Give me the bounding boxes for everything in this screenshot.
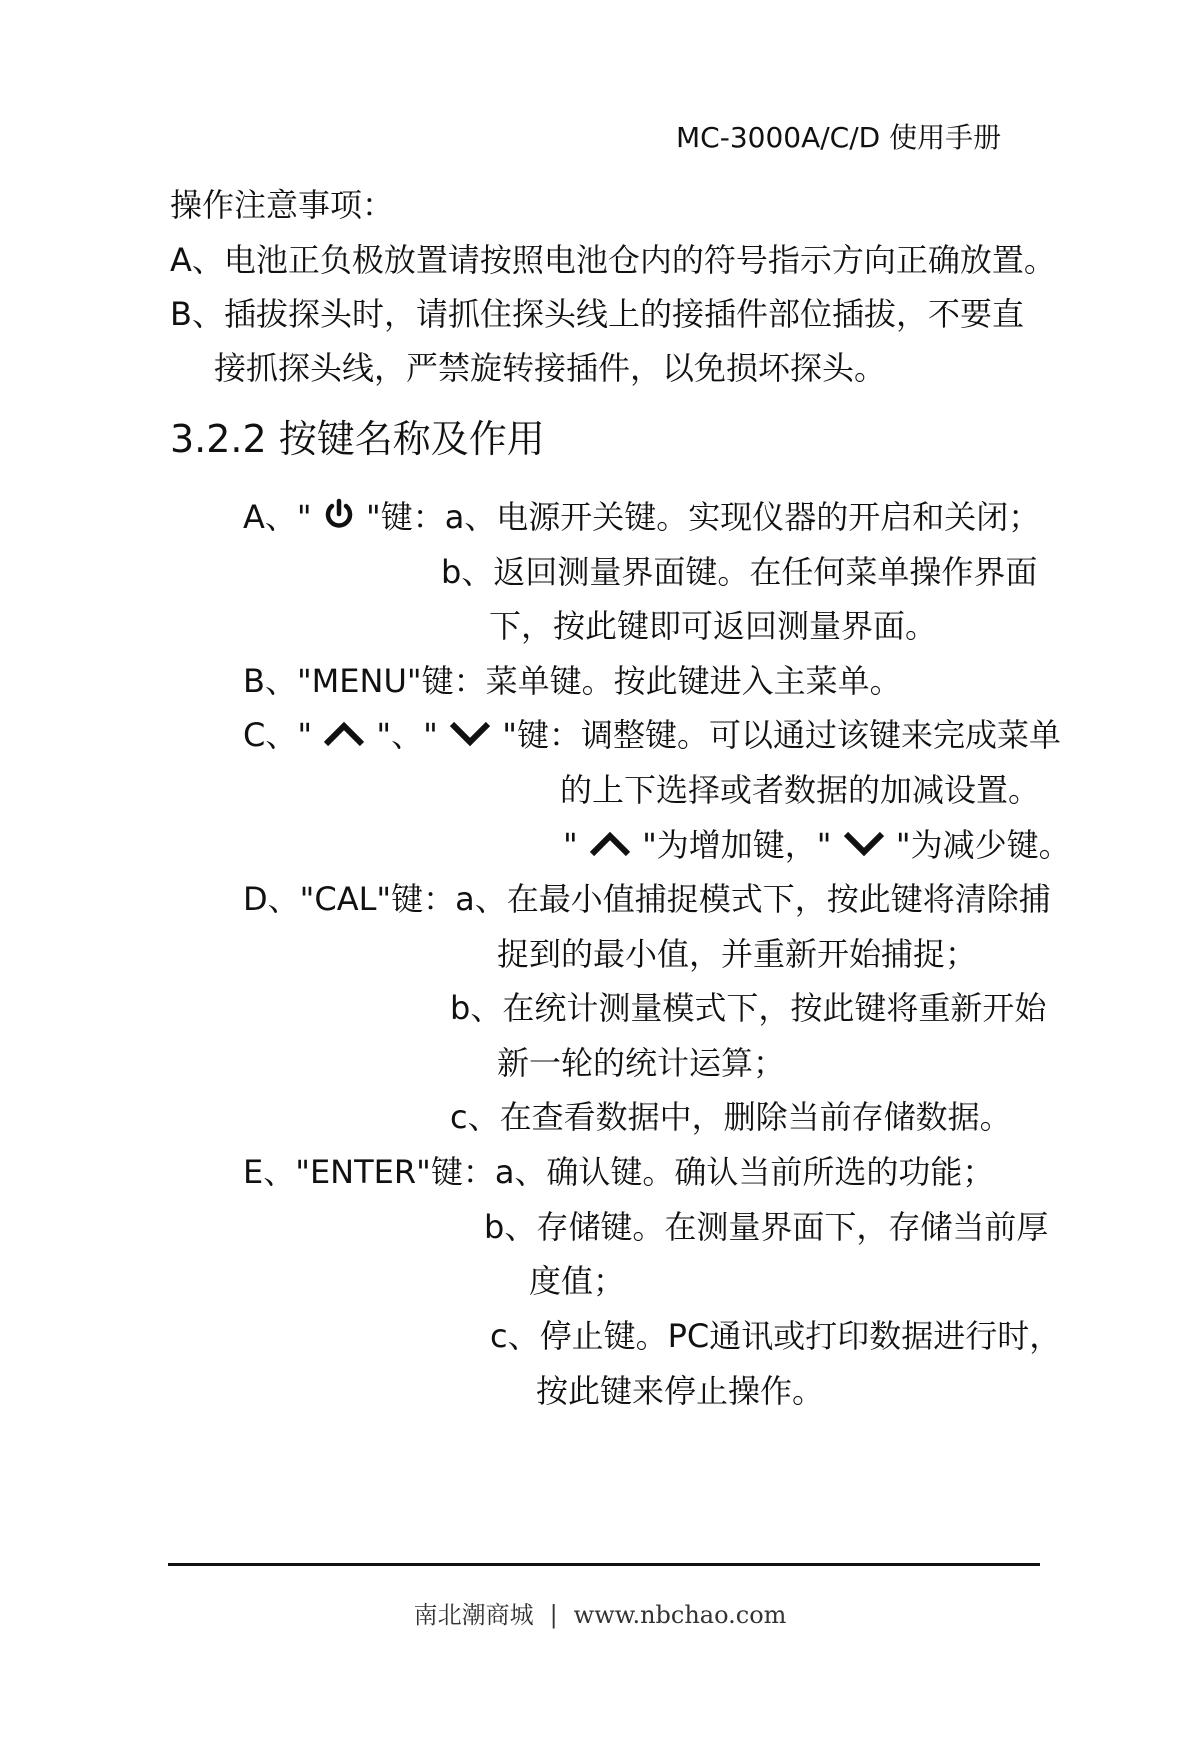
- down-arrow-icon: [842, 827, 886, 867]
- key-d-line2: 捉到的最小值，并重新开始捕捉；: [497, 935, 978, 973]
- up-arrow-icon: [588, 827, 632, 867]
- key-a-suffix: "键：a、电源开关键。实现仪器的开启和关闭；: [365, 498, 1041, 536]
- power-icon: [322, 498, 356, 541]
- page-header-title: MC-3000A/C/D 使用手册: [676, 121, 1002, 154]
- key-a-line1: [243, 497, 1040, 541]
- key-a-b-line1: b、返回测量界面键。在任何菜单操作界面: [441, 553, 1038, 591]
- key-e-line1: E、"ENTER"键：a、确认键。确认当前所选的功能；: [243, 1153, 995, 1191]
- notes-heading: 操作注意事项：: [170, 186, 395, 224]
- key-d-line4: 新一轮的统计运算；: [497, 1044, 786, 1082]
- key-c-line3: [563, 825, 1071, 867]
- key-c-suffix: "键：调整键。可以通过该键来完成菜单: [502, 716, 1061, 754]
- footer: [0, 1595, 1200, 1630]
- key-a-prefix: A、": [243, 498, 312, 536]
- key-e-line4: c、停止键。PC通讯或打印数据进行时，: [490, 1317, 1062, 1355]
- key-c-line2: 的上下选择或者数据的加减设置。: [560, 771, 1041, 809]
- section-title: 3.2.2 按键名称及作用: [170, 417, 545, 461]
- notes-item-b-line1: B、插拔探头时，请抓住探头线上的接插件部位插拔，不要直: [170, 295, 1024, 333]
- key-d-line3: b、在统计测量模式下，按此键将重新开始: [450, 989, 1047, 1027]
- key-d-line1: D、"CAL"键：a、在最小值捕捉模式下，按此键将清除捕: [243, 880, 1051, 918]
- footer-divider: [168, 1563, 1040, 1566]
- key-e-line5: 按此键来停止操作。: [536, 1372, 825, 1410]
- key-c-prefix: C、": [243, 716, 313, 754]
- key-a-b-line2: 下，按此键即可返回测量界面。: [489, 607, 938, 645]
- notes-item-b-line2: 接抓探头线，严禁旋转接插件，以免损坏探头。: [214, 349, 887, 387]
- up-arrow-icon: [322, 717, 366, 757]
- key-e-line2: b、存储键。在测量界面下，存储当前厚: [484, 1208, 1049, 1246]
- key-c-line3-quote: ": [563, 826, 578, 864]
- key-c-line3-mid: "为增加键，": [642, 826, 832, 864]
- key-c-line1: [243, 715, 1061, 757]
- key-c-line3-end: "为减少键。: [895, 826, 1071, 864]
- key-e-line3: 度值；: [529, 1262, 626, 1300]
- footer-separator: |: [549, 1601, 558, 1629]
- footer-url-link[interactable]: www.nbchao.com: [573, 1601, 787, 1629]
- notes-item-a: A、电池正负极放置请按照电池仓内的符号指示方向正确放置。: [170, 241, 1056, 279]
- down-arrow-icon: [448, 717, 492, 757]
- key-c-mid: "、": [376, 716, 438, 754]
- key-b-line: B、"MENU"键：菜单键。按此键进入主菜单。: [243, 662, 902, 700]
- key-d-line5: c、在查看数据中，删除当前存储数据。: [450, 1098, 1012, 1136]
- footer-site-name: 南北潮商城: [413, 1601, 534, 1629]
